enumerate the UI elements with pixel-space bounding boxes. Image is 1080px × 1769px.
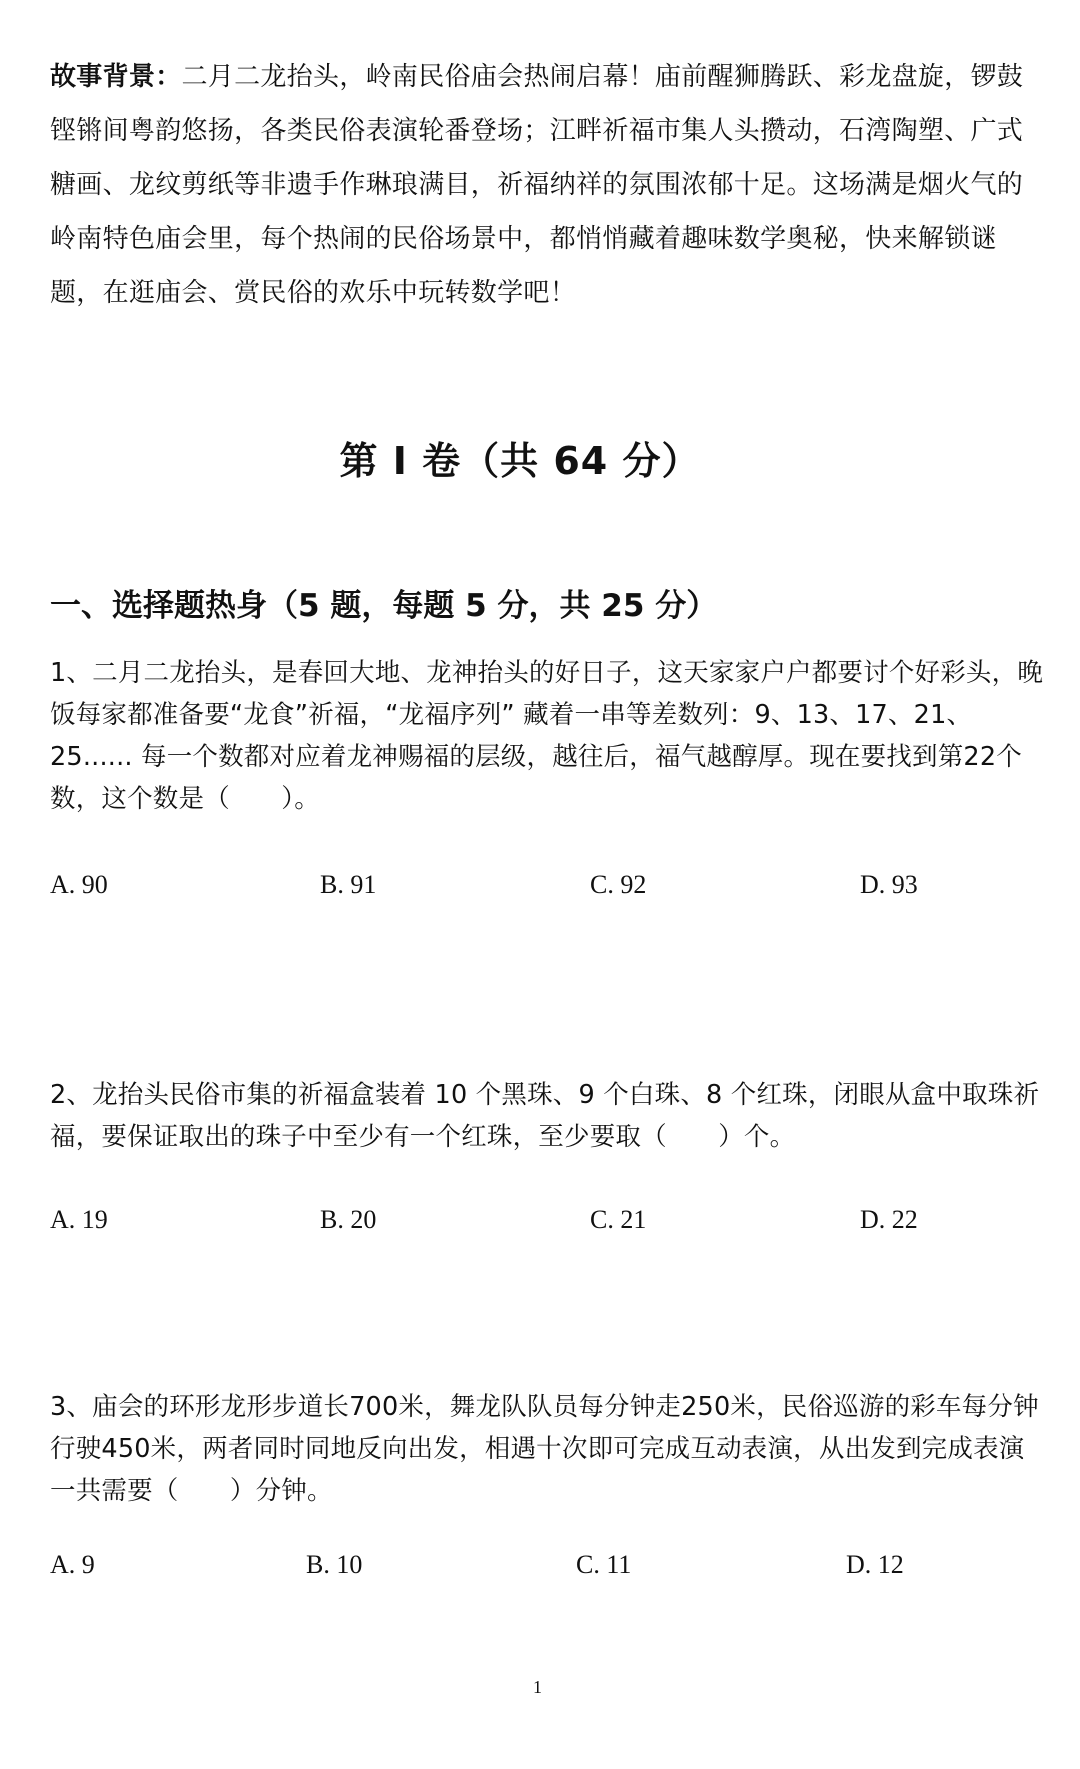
question-3-option-c: C. 11: [576, 1550, 632, 1579]
question-2-options: [50, 1205, 1040, 1245]
question-2-option-d: D. 22: [860, 1205, 918, 1234]
question-2-option-b: B. 20: [320, 1205, 377, 1234]
question-3-options: [50, 1550, 1040, 1590]
question-1-option-b: B. 91: [320, 870, 377, 899]
story-text: 二月二龙抬头，岭南民俗庙会热闹启幕！庙前醒狮腾跃、彩龙盘旋，锣鼓铿锵间粤韵悠扬，各类民俗表演轮番登场；江畔祈福市集人头攒动，石湾陶塑、广式糖画、龙纹剪纸等非遗手作琳琅满目，祈福纳祥的氛围浓郁十足。这场满是烟火气的岭南特色庙会里，每个热闹的民俗场景中，都悄悄藏着趣味数学奥秘，快来解锁谜题，在逛庙会、赏民俗的欢乐中玩转数学吧！: [50, 62, 1024, 308]
question-2-text: 2、龙抬头民俗市集的祈福盒装着 10 个黑珠、9 个白珠、8 个红珠，闭眼从盒中取珠祈福，要保证取出的珠子中至少有一个红珠，至少要取（ ）个。: [50, 1080, 1040, 1152]
question-3-text: 3、庙会的环形龙形步道长700米，舞龙队队员每分钟走250米，民俗巡游的彩车每分钟行驶450米，两者同时同地反向出发，相遇十次即可完成互动表演，从出发到完成表演一共需要（ ）分钟。: [50, 1392, 1039, 1506]
question-2-option-a: A. 19: [50, 1205, 108, 1234]
question-1-text: 1、二月二龙抬头，是春回大地、龙神抬头的好日子，这天家家户户都要讨个好彩头，晚饭每家都准备要“龙食”祈福，“龙福序列” 藏着一串等差数列：9、13、17、21、25...... 每一个数都对应着龙神赐福的层级，越往后，福气越醇厚。现在要找到第22个数，这个数是（ ）。: [50, 658, 1044, 814]
question-1-options: [50, 870, 1040, 910]
question-1-option-c: C. 92: [590, 870, 647, 899]
question-2-option-c: C. 21: [590, 1205, 647, 1234]
question-1-option-a: A. 90: [50, 870, 108, 899]
volume-title: 第 I 卷（共 64 分）: [339, 439, 701, 483]
story-label: 故事背景：: [50, 62, 182, 92]
story-background: [50, 50, 1040, 320]
section-title: 一、选择题热身（5 题，每题 5 分，共 25 分）: [50, 588, 718, 624]
question-1-option-d: D. 93: [860, 870, 918, 899]
question-3-option-b: B. 10: [306, 1550, 363, 1579]
question-3-option-d: D. 12: [846, 1550, 904, 1579]
question-3-option-a: A. 9: [50, 1550, 95, 1579]
page-number: 1: [533, 1677, 542, 1697]
